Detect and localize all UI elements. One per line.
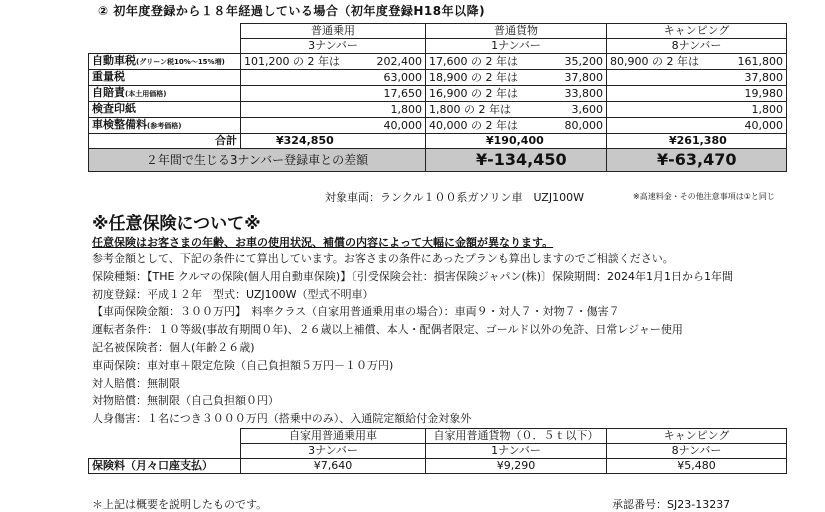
fee-cell: 16,900 の 2 年は 33,800	[426, 86, 607, 102]
insurance-conditions	[92, 250, 733, 428]
col-header-plate: 3ナンバー	[241, 39, 426, 54]
condition-line: 【車両保険金額：３００万円】 料率クラス（自家用普通乗用車の場合）：車両９・対人７・対物７・傷害７	[92, 305, 620, 319]
total-row	[89, 134, 787, 149]
col-header-plate: 8ナンバー	[607, 444, 787, 459]
difference-value: ¥-63,470	[607, 149, 787, 172]
fee-cell: 101,200 の 2 年は 202,400	[241, 54, 426, 70]
col-header-plate: 1ナンバー	[426, 444, 607, 459]
fee-label: 自賠責(本土用価格)	[89, 86, 241, 102]
col-header-name: 普通貨物	[426, 24, 607, 39]
fee-cell: 17,650	[241, 86, 426, 102]
tax-comparison-table	[88, 23, 787, 172]
approval-number: 承認番号：SJ23-13237	[612, 498, 731, 511]
footer-note: ＊上記は概要を説明したものです。	[92, 498, 268, 511]
premium-label: 保険料（月々口座支払）	[89, 459, 241, 474]
fee-row	[89, 118, 787, 134]
insurance-lead: 任意保険はお客さまの年齢、お車の使用状況、補償の内容によって大幅に金額が異なります。	[92, 236, 554, 249]
total-label: 合計	[89, 134, 241, 149]
condition-line: 車両保険：車対車＋限定危険（自己負担額５万円－１０万円)	[92, 358, 394, 372]
fee-label: 重量税	[89, 70, 241, 86]
fee-cell: 1,800	[241, 102, 426, 118]
condition-line: 人身傷害：１名につき３０００万円（搭乗中のみ）、入通院定額給付金対象外	[92, 412, 472, 426]
condition-line: 対物賠償：無制限（自己負担額０円）	[92, 394, 279, 408]
fee-cell: 37,800	[607, 70, 787, 86]
fee-cell: 40,000	[241, 118, 426, 134]
condition-line: 運転者条件：１０等級(事故有期間０年)、２６歳以上補償、本人・配偶者限定、ゴールド以外の免許、日常レジャー使用	[92, 323, 683, 337]
fee-cell: 40,000	[607, 118, 787, 134]
difference-row	[89, 149, 787, 172]
insurance-premium-table	[88, 428, 787, 474]
total-value: ¥324,850	[241, 134, 426, 149]
fee-row	[89, 54, 787, 70]
fee-row	[89, 86, 787, 102]
total-value: ¥190,400	[426, 134, 607, 149]
condition-line: 対人賠償：無制限	[92, 376, 180, 390]
fee-label: 車検整備料(参考価格)	[89, 118, 241, 134]
fee-cell: 63,000	[241, 70, 426, 86]
target-vehicle: 対象車両：ランクル１００系ガソリン車 UZJ100W	[325, 191, 584, 204]
col-header-name: 自家用普通乗用車	[241, 429, 426, 444]
difference-label: ２年間で生じる3ナンバー登録車との差額	[89, 149, 426, 172]
fee-cell: 1,800 の 2 年は 3,600	[426, 102, 607, 118]
insurance-heading: ※任意保険について※	[92, 214, 261, 234]
col-header-name: キャンピング	[607, 429, 787, 444]
condition-line: 参考金額として、下記の条件にて算出しています。お客さまの条件にあったプランも算出しますのでご相談ください。	[92, 252, 674, 265]
fee-cell: 18,900 の 2 年は 37,800	[426, 70, 607, 86]
vehicle-note: ※高速料金・その他注意事項は①と同じ	[633, 192, 775, 201]
fee-cell: 40,000 の 2 年は 80,000	[426, 118, 607, 134]
premium-value: ¥5,480	[607, 459, 787, 474]
fee-cell: 80,900 の 2 年は 161,800	[607, 54, 787, 70]
fee-label: 検査印紙	[89, 102, 241, 118]
fee-row	[89, 102, 787, 118]
fee-cell: 19,980	[607, 86, 787, 102]
col-header-plate: 8ナンバー	[607, 39, 787, 54]
premium-row	[89, 459, 787, 474]
col-header-plate: 3ナンバー	[241, 444, 426, 459]
condition-line: 保険種類：【THE クルマの保険(個人用自動車保険)】〔引受保険会社：損害保険ジャパン(株)〕保険期間：2024年1月1日から1年間	[92, 269, 734, 283]
difference-value: ¥-134,450	[426, 149, 607, 172]
premium-value: ¥7,640	[241, 459, 426, 474]
fee-cell: 17,600 の 2 年は 35,200	[426, 54, 607, 70]
condition-line: 初度登録：平成１２年 型式：UZJ100W（型式不明車）	[92, 287, 374, 301]
total-value: ¥261,380	[607, 134, 787, 149]
col-header-name: キャンピング	[607, 24, 787, 39]
col-header-name: 自家用普通貨物（０．５ｔ以下）	[426, 429, 607, 444]
fee-label: 自動車税(グリーン税10%～15%増)	[89, 54, 241, 70]
premium-value: ¥9,290	[426, 459, 607, 474]
col-header-plate: 1ナンバー	[426, 39, 607, 54]
condition-line: 記名被保険者：個人(年齢２６歳)	[92, 340, 255, 354]
section-title: ② 初年度登録から１８年経過している場合（初年度登録H18年以降)	[98, 4, 486, 18]
fee-cell: 1,800	[607, 102, 787, 118]
fee-row	[89, 70, 787, 86]
col-header-name: 普通乗用	[241, 24, 426, 39]
